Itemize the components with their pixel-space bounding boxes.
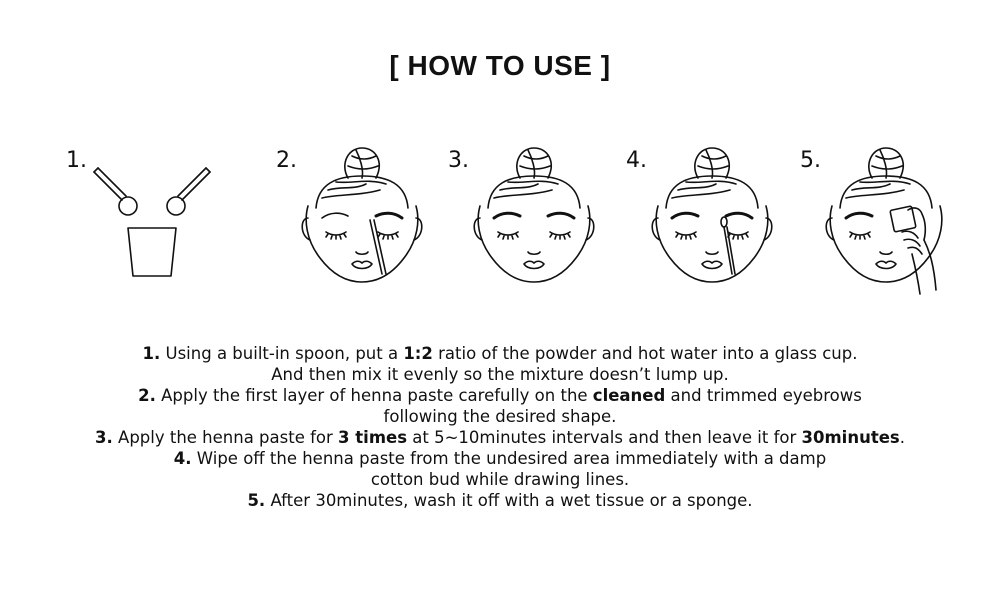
instruction-step-2 <box>0 385 1000 406</box>
instruction-3-minutes: 30minutes <box>801 428 900 447</box>
step-2-illustration <box>276 140 456 320</box>
instruction-step-4 <box>0 448 1000 469</box>
face-wiping-icon <box>800 140 980 320</box>
face-with-brows-icon <box>448 140 628 320</box>
step-1-number: 1. <box>66 148 87 173</box>
instruction-step-1-cont: And then mix it evenly so the mixture doesn’t lump up. <box>271 365 729 384</box>
instruction-3-text-c: at 5~10minutes intervals and then leave it for <box>407 428 802 447</box>
step-3-number: 3. <box>448 148 469 173</box>
face-applying-brow-icon <box>276 140 456 320</box>
step-5-number: 5. <box>800 148 821 173</box>
instruction-3-times: 3 times <box>338 428 408 447</box>
step-5-illustration <box>800 140 980 320</box>
instruction-step-5 <box>0 490 1000 511</box>
instruction-step-1 <box>0 343 1000 364</box>
instruction-5-text-a: After 30minutes, wash it off with a wet tissue or a sponge. <box>265 491 753 510</box>
instruction-1-text-c: ratio of the powder and hot water into a glass cup. <box>432 344 858 363</box>
instruction-2-number: 2. <box>138 386 156 405</box>
instruction-2-text-c: and trimmed eyebrows <box>665 386 862 405</box>
instruction-step-3 <box>0 427 1000 448</box>
instruction-2-cleaned: cleaned <box>592 386 666 405</box>
instruction-3-text-a: Apply the henna paste for <box>112 428 339 447</box>
spoon-and-cup-icon <box>66 140 246 320</box>
step-4-illustration <box>626 140 806 320</box>
step-1-illustration <box>66 140 246 320</box>
step-3-illustration <box>448 140 628 320</box>
instruction-3-number: 3. <box>95 428 113 447</box>
instructions-block <box>0 343 1000 511</box>
step-2-number: 2. <box>276 148 297 173</box>
instruction-step-2-cont: following the desired shape. <box>383 407 617 426</box>
instruction-1-ratio: 1:2 <box>403 344 433 363</box>
face-cotton-bud-icon <box>626 140 806 320</box>
instruction-3-period: . <box>899 428 905 447</box>
instruction-4-text-a: Wipe off the henna paste from the undesired area immediately with a damp <box>191 449 827 468</box>
instruction-2-text-a: Apply the first layer of henna paste carefully on the <box>155 386 593 405</box>
instruction-5-number: 5. <box>247 491 266 510</box>
instruction-4-number: 4. <box>173 449 192 468</box>
instruction-1-number: 1. <box>142 344 161 363</box>
step-4-number: 4. <box>626 148 647 173</box>
page-title: [ HOW TO USE ] <box>389 50 611 81</box>
instruction-step-4-cont: cotton bud while drawing lines. <box>370 470 630 489</box>
instruction-1-text-a: Using a built-in spoon, put a <box>160 344 404 363</box>
